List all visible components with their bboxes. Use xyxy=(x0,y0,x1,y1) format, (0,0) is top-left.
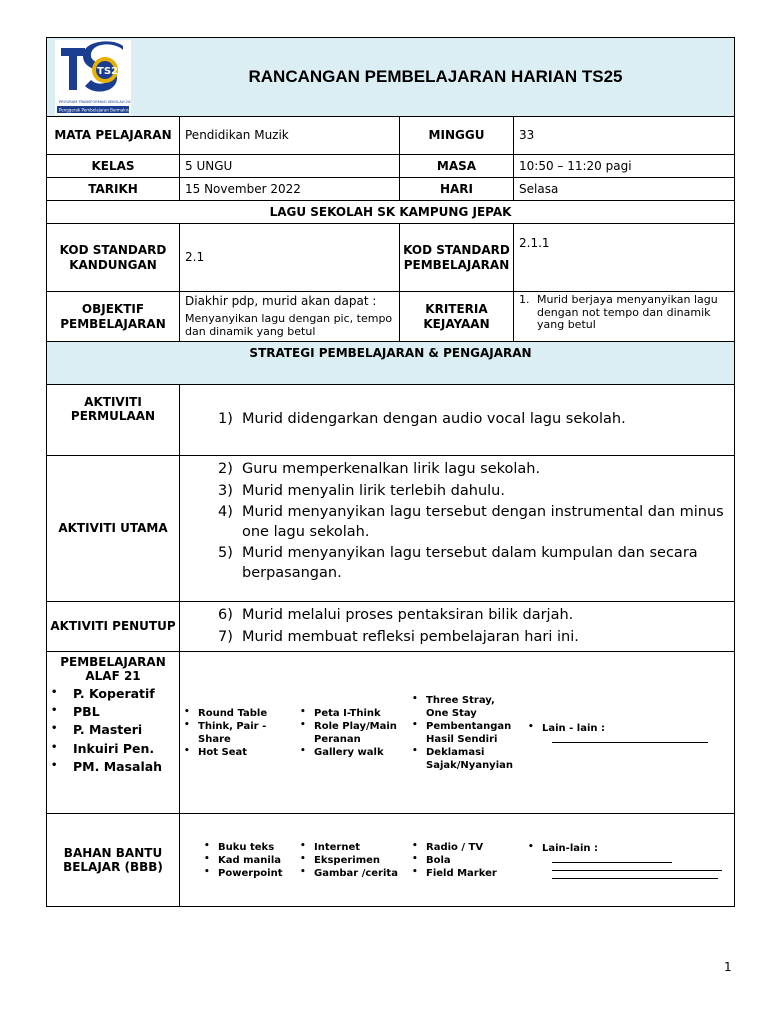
bullet-text: Internet xyxy=(314,841,361,853)
ksk-label: KOD STANDARD KANDUNGAN xyxy=(47,224,180,292)
activity-item xyxy=(218,544,734,583)
activity-number: 3) xyxy=(218,482,233,499)
bullet-text: Three Stray, One Stay xyxy=(426,694,495,719)
bbb-lain-blank-2 xyxy=(552,863,722,871)
bullet-icon: • xyxy=(51,741,58,753)
activity-text: Murid membuat refleksi pembelajaran hari ini. xyxy=(242,628,579,645)
bbb-label: BAHAN BANTU BELAJAR (BBB) xyxy=(47,814,180,907)
bullet-item xyxy=(47,722,179,738)
alaf-col2-list xyxy=(300,707,404,759)
activity-item xyxy=(218,482,734,502)
svg-text:TS25: TS25 xyxy=(97,66,125,77)
bullet-item xyxy=(184,746,292,759)
penutup-cell xyxy=(180,602,735,652)
bullet-item xyxy=(300,841,398,854)
bullet-item xyxy=(528,842,598,855)
strategy-heading: STRATEGI PEMBELAJARAN & PENGAJARAN xyxy=(47,342,735,385)
tarikh-label: TARIKH xyxy=(47,178,180,201)
bullet-icon: • xyxy=(300,866,306,877)
alaf-col1-list xyxy=(184,707,292,759)
alaf-options-cell xyxy=(180,652,735,814)
bullet-item xyxy=(300,707,404,720)
kriteria-number: 1. xyxy=(519,293,530,306)
activity-text: Guru memperkenalkan lirik lagu sekolah. xyxy=(242,461,541,477)
activity-number: 5) xyxy=(218,545,233,562)
bullet-text: Buku teks xyxy=(218,841,275,853)
bbb-col4-list xyxy=(528,842,598,855)
bullet-item xyxy=(300,867,398,880)
bullet-text: Lain - lain : xyxy=(542,723,605,734)
bullet-icon: • xyxy=(300,853,306,864)
bullet-item xyxy=(300,746,404,759)
alaf-col3-list xyxy=(412,694,520,772)
tarikh-value: 15 November 2022 xyxy=(180,178,400,201)
svg-text:Penggerak Pembelajaran Bermakn: Penggerak Pembelajaran Bermakna xyxy=(59,107,131,113)
objektif-intro: Diakhir pdp, murid akan dapat : xyxy=(185,294,377,308)
bullet-icon: • xyxy=(412,866,418,877)
bullet-item xyxy=(184,707,292,720)
minggu-label: MINGGU xyxy=(400,117,514,155)
bullet-item xyxy=(47,759,179,775)
activity-text: Murid menyanyikan lagu tersebut dengan instrumental dan minus one lagu sekolah. xyxy=(242,504,724,540)
bullet-item xyxy=(184,720,292,746)
activity-item xyxy=(218,410,734,430)
bullet-icon: • xyxy=(412,745,418,756)
bullet-item xyxy=(47,686,179,702)
permulaan-cell xyxy=(180,385,735,456)
activity-text: Murid melalui proses pentaksiran bilik darjah. xyxy=(242,606,574,623)
bullet-item xyxy=(412,720,520,746)
bullet-text: Kad manila xyxy=(218,854,282,866)
bullet-icon: • xyxy=(528,722,534,732)
minggu-value: 33 xyxy=(514,117,735,155)
activity-item xyxy=(218,460,734,480)
mata-pelajaran-label: MATA PELAJARAN xyxy=(47,117,180,155)
bbb-col3-list xyxy=(412,841,497,880)
bullet-item xyxy=(300,854,398,867)
bullet-text: PBL xyxy=(73,704,100,720)
bullet-text: Round Table xyxy=(198,707,268,719)
kriteria-text: Murid berjaya menyanyikan lagu dengan not tempo dan dinamik yang betul xyxy=(537,293,718,332)
bullet-item xyxy=(204,841,283,854)
activity-item xyxy=(218,503,734,542)
bullet-text: Peta I-Think xyxy=(314,707,381,719)
permulaan-list xyxy=(218,410,734,430)
bullet-text: Powerpoint xyxy=(218,867,283,879)
activity-number: 4) xyxy=(218,504,233,521)
activity-text: Murid didengarkan dengan audio vocal lagu sekolah. xyxy=(242,411,626,428)
page-number: 1 xyxy=(724,960,732,974)
bullet-icon: • xyxy=(184,745,190,756)
bullet-text: Gallery walk xyxy=(314,746,384,758)
alaf-cell xyxy=(47,652,180,814)
header-cell xyxy=(47,38,735,117)
bullet-text: Hot Seat xyxy=(198,746,248,758)
bullet-icon: • xyxy=(204,840,210,851)
bullet-text: Pembentangan Hasil Sendiri xyxy=(426,720,512,745)
masa-value: 10:50 – 11:20 pagi xyxy=(514,155,735,178)
ts25-logo-icon xyxy=(55,40,131,115)
bullet-item xyxy=(412,854,497,867)
bullet-item xyxy=(412,867,497,880)
bullet-text: P. Masteri xyxy=(73,722,143,738)
utama-cell xyxy=(180,456,735,602)
bullet-icon: • xyxy=(528,841,534,852)
activity-number: 1) xyxy=(218,411,233,428)
bullet-text: PM. Masalah xyxy=(73,758,163,774)
bullet-icon: • xyxy=(51,723,58,735)
bbb-lain-blank-1 xyxy=(552,855,672,863)
bullet-icon: • xyxy=(412,719,418,730)
bullet-icon: • xyxy=(204,853,210,864)
activity-item xyxy=(218,606,734,626)
bullet-item xyxy=(412,694,520,720)
alaf-lain-blank xyxy=(552,735,708,743)
bullet-text: Eksperimen xyxy=(314,854,381,866)
bullet-icon: • xyxy=(51,686,58,698)
bullet-item xyxy=(412,746,520,772)
bullet-icon: • xyxy=(300,840,306,851)
bullet-text: Gambar /cerita xyxy=(314,867,398,879)
page-title: RANCANGAN PEMBELAJARAN HARIAN TS25 xyxy=(248,66,623,86)
masa-label: MASA xyxy=(400,155,514,178)
lesson-plan-table xyxy=(46,37,735,907)
bullet-icon: • xyxy=(204,866,210,877)
penutup-label: AKTIVITI PENUTUP xyxy=(47,602,180,652)
kelas-label: KELAS xyxy=(47,155,180,178)
kriteria-label: KRITERIA KEJAYAAN xyxy=(400,292,514,342)
bullet-icon: • xyxy=(300,745,306,756)
bbb-col1-list xyxy=(204,841,283,880)
bullet-text: Think, Pair - Share xyxy=(198,720,267,745)
bullet-icon: • xyxy=(300,706,306,717)
activity-number: 7) xyxy=(218,628,233,645)
bullet-item xyxy=(412,841,497,854)
bullet-text: Field Marker xyxy=(426,867,497,879)
bullet-item xyxy=(47,704,179,720)
alaf-label: PEMBELAJARAN ALAF 21 xyxy=(60,655,166,684)
activity-number: 2) xyxy=(218,461,233,477)
penutup-list xyxy=(218,606,734,647)
bullet-item xyxy=(528,722,605,735)
bullet-text: Role Play/Main Peranan xyxy=(314,720,397,745)
ts25-logo xyxy=(55,40,131,115)
bullet-icon: • xyxy=(412,853,418,864)
bullet-icon: • xyxy=(184,719,190,730)
bullet-icon: • xyxy=(184,706,190,717)
bbb-options-cell xyxy=(180,814,735,907)
objektif-label: OBJEKTIF PEMBELAJARAN xyxy=(47,292,180,342)
bullet-text: Radio / TV xyxy=(426,841,484,853)
activity-number: 6) xyxy=(218,606,233,623)
activity-text: Murid menyanyikan lagu tersebut dalam kumpulan dan secara berpasangan. xyxy=(242,545,698,581)
bullet-text: Deklamasi Sajak/Nyanyian xyxy=(426,746,513,771)
bullet-item xyxy=(47,741,179,757)
bbb-col2-list xyxy=(300,841,398,880)
bbb-lain-blank-3 xyxy=(552,871,718,879)
hari-label: HARI xyxy=(400,178,514,201)
alaf-col4-list xyxy=(528,722,605,735)
bullet-icon: • xyxy=(51,705,58,717)
utama-list xyxy=(218,460,734,583)
bullet-item xyxy=(300,720,404,746)
bullet-text: P. Koperatif xyxy=(73,685,155,701)
ksp-label: KOD STANDARD PEMBELAJARAN xyxy=(400,224,514,292)
mata-pelajaran-value: Pendidikan Muzik xyxy=(180,117,400,155)
bullet-icon: • xyxy=(412,840,418,851)
activity-text: Murid menyalin lirik terlebih dahulu. xyxy=(242,482,505,499)
permulaan-label: AKTIVITI PERMULAAN xyxy=(47,385,180,456)
bullet-text: Lain-lain : xyxy=(542,842,599,854)
bullet-icon: • xyxy=(412,693,418,704)
bullet-item xyxy=(204,854,283,867)
svg-text:PROGRAM TRANSFORMASI SEKOLAH 2: PROGRAM TRANSFORMASI SEKOLAH 2025 xyxy=(59,100,131,104)
kriteria-cell xyxy=(514,292,735,342)
alaf-items-list xyxy=(47,686,179,775)
ksp-value: 2.1.1 xyxy=(514,224,735,292)
hari-value: Selasa xyxy=(514,178,735,201)
lesson-plan-document xyxy=(46,37,734,907)
activity-item xyxy=(218,628,734,648)
objektif-text: Menyanyikan lagu dengan pic, tempo dan dinamik yang betul xyxy=(185,312,393,339)
bullet-text: Bola xyxy=(426,854,451,866)
bullet-icon: • xyxy=(300,719,306,730)
bullet-text: Inkuiri Pen. xyxy=(73,740,155,756)
bullet-item xyxy=(204,867,283,880)
utama-label: AKTIVITI UTAMA xyxy=(47,456,180,602)
topic-title: LAGU SEKOLAH SK KAMPUNG JEPAK xyxy=(47,201,735,224)
objektif-cell xyxy=(180,292,400,342)
kelas-value: 5 UNGU xyxy=(180,155,400,178)
bullet-icon: • xyxy=(51,759,58,771)
ksk-value: 2.1 xyxy=(180,224,400,292)
